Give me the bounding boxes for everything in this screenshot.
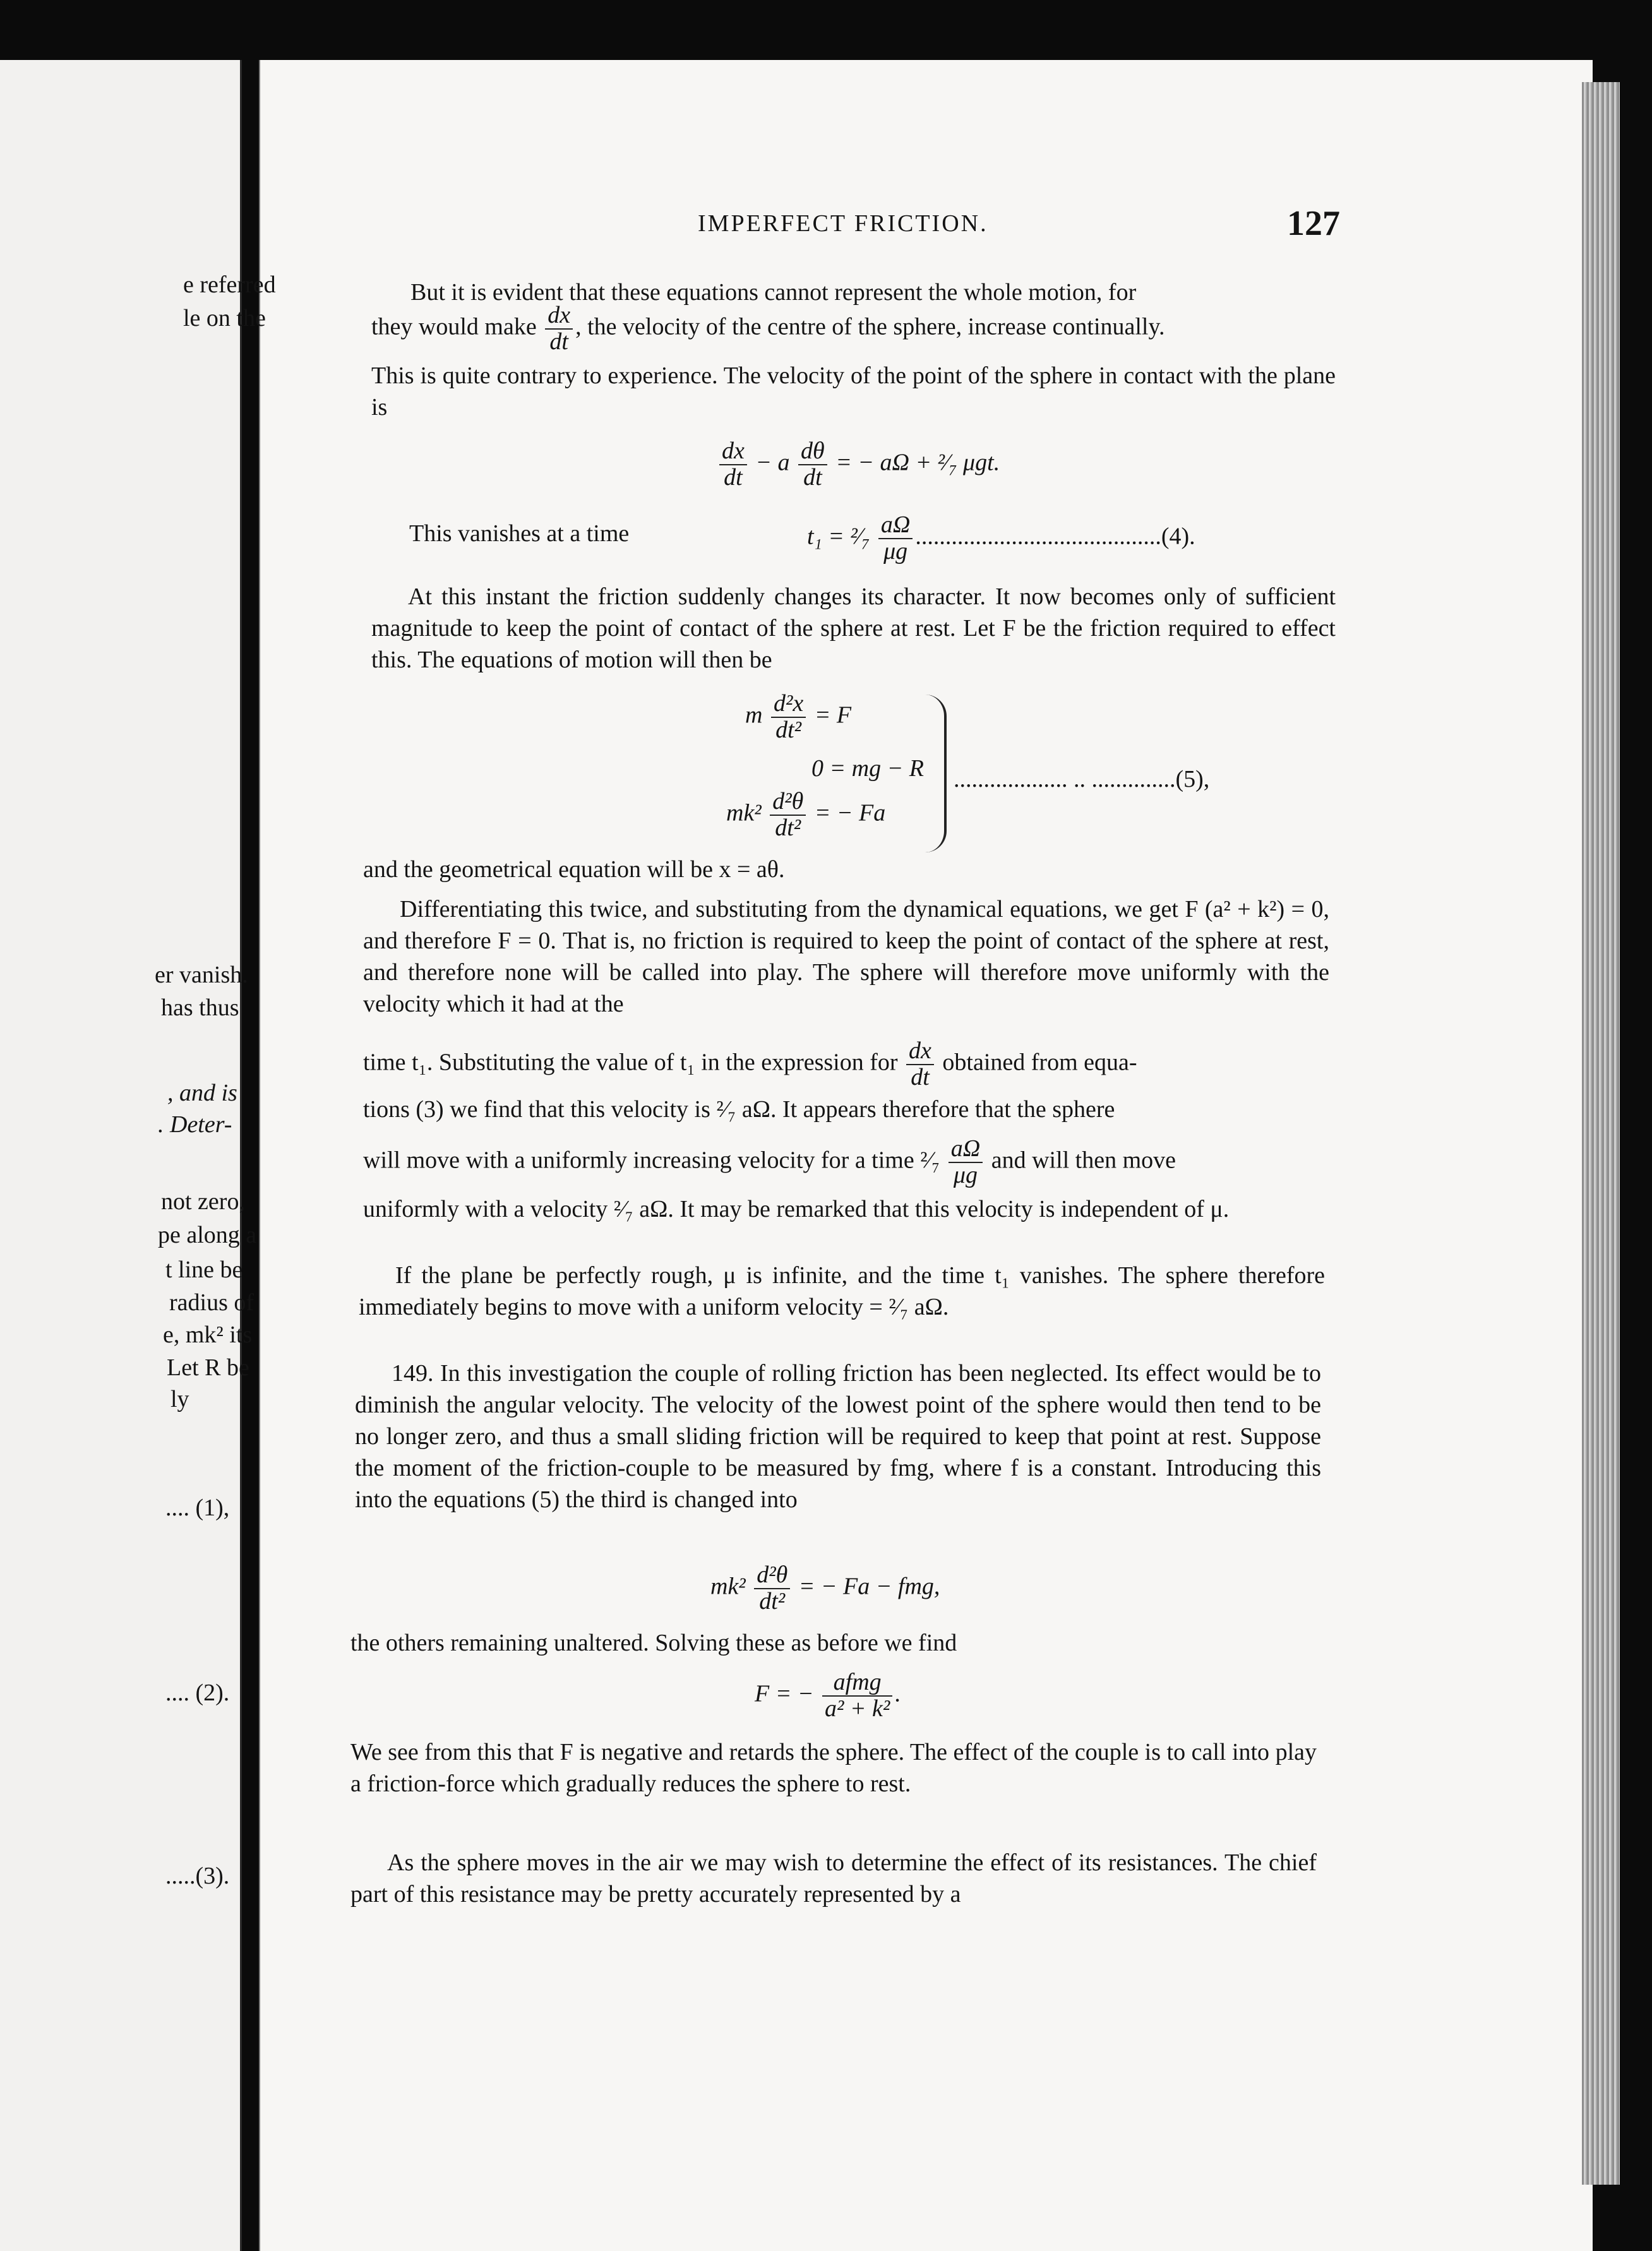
equation-5b: 0 = mg − R: [811, 755, 924, 782]
equation-4: [807, 513, 1195, 564]
denominator: dt: [803, 463, 822, 491]
denominator: dt: [911, 1063, 930, 1090]
paragraph: We see from this that F is negative and retards the sphere. The effect of the couple is to call into play a friction-force which gradually reduces the sphere to rest.: [350, 1739, 1317, 1797]
left-fragment: has thus: [161, 994, 239, 1021]
paragraph: 149. In this investigation the couple of rolling friction has been neglected. Its effect would be to diminish the angular velocity. The velocity of the lowest point of the sphere would then tend to be no longer zero, and thus a small sliding friction will be required to keep that point at rest. Suppose the moment of the friction-couple to be measured by fmg, where f is a constant. Introducing this into the equations (5) the third is changed into: [355, 1360, 1321, 1513]
denominator: μg: [883, 537, 908, 564]
text-run: mk²: [726, 799, 762, 827]
fraction: [771, 691, 806, 743]
numerator: dθ: [798, 439, 827, 465]
page-number: 127: [1287, 204, 1340, 243]
left-fragment: Let R be: [167, 1354, 249, 1381]
equation-7: [755, 1670, 901, 1722]
fraction: [878, 513, 913, 564]
denominator: dt: [549, 328, 568, 355]
text-run: m: [745, 702, 763, 729]
text-run: F = −: [755, 1680, 814, 1707]
paragraph-line: [363, 1137, 1176, 1188]
text-run: , the velocity of the centre of the sphere, increase continually.: [575, 313, 1165, 340]
denominator: μg: [953, 1161, 978, 1188]
left-fragment: t line be: [165, 1257, 243, 1283]
fraction: [545, 303, 573, 355]
page-edges: [1582, 82, 1620, 2185]
paragraph-line: But it is evident that these equations cannot represent the whole motion, for: [410, 279, 1137, 306]
left-fragment: ly: [171, 1386, 189, 1412]
dot-leader: ................... .. ..............: [954, 766, 1176, 792]
paragraph-line: the others remaining unaltered. Solving these as before we find: [350, 1630, 957, 1656]
paragraph-line: tions (3) we find that this velocity is ²⁄₇ aΩ. It appears therefore that the sphere: [363, 1096, 1115, 1123]
numerator: dx: [719, 439, 747, 465]
denominator: a² + k²: [825, 1695, 890, 1722]
text-run: mk²: [710, 1573, 746, 1600]
paragraph: Differentiating this twice, and substituting from the dynamical equations, we get F (a² + k²) = 0, and therefore F = 0. That is, no friction is required to keep the point of contact of the sphere at rest, and therefore none will be called into play. The sphere will therefore move uniformly with the velocity which it had at the: [363, 896, 1329, 1017]
text-run: = − Fa − fmg,: [798, 1573, 940, 1600]
fraction: [822, 1670, 892, 1722]
numerator: aΩ: [949, 1137, 983, 1163]
left-fragment: , and is: [167, 1080, 237, 1106]
text-run: and will then move: [991, 1147, 1176, 1174]
fraction: [906, 1039, 934, 1090]
text-run: time t₁. Substituting the value of t₁ in the expression for: [363, 1049, 898, 1076]
fraction: [754, 1563, 790, 1615]
numerator: dx: [906, 1039, 934, 1065]
text-run: .: [895, 1680, 901, 1707]
numerator: afmg: [822, 1670, 892, 1697]
text-run: t₁ = ²⁄₇: [807, 523, 870, 550]
denominator: dt²: [775, 814, 801, 841]
numerator: dx: [545, 303, 573, 330]
equation-5a: [745, 691, 851, 743]
geometric-equation-line: and the geometrical equation will be x = aθ.: [363, 856, 785, 883]
left-fragment: not zero,: [161, 1188, 245, 1215]
denominator: dt: [724, 463, 743, 491]
denominator: dt²: [759, 1587, 786, 1615]
dot-leader: .........................................: [915, 523, 1161, 550]
fraction: [770, 789, 806, 841]
left-fragment: radius of: [169, 1289, 254, 1316]
paragraph: At this instant the friction suddenly changes its character. It now becomes only of sufficient magnitude to keep the point of contact of the sphere at rest. Let F be the friction required to effect this. The equations of motion will then be: [371, 583, 1336, 673]
left-fragment: . Deter-: [158, 1111, 232, 1138]
right-brace: [925, 695, 947, 852]
equation-label: (4).: [1161, 523, 1195, 550]
numerator: d²θ: [770, 789, 806, 816]
text-run: − a: [755, 449, 790, 476]
text-run: = − aΩ + ²⁄₇ μgt.: [835, 449, 1000, 476]
equation-5c: [726, 789, 885, 841]
paragraph: uniformly with a velocity ²⁄₇ aΩ. It may be remarked that this velocity is independent of μ.: [363, 1196, 1230, 1222]
left-fragment: pe along a: [158, 1222, 257, 1248]
fraction: [798, 439, 827, 491]
left-page: [0, 60, 242, 2251]
running-header: IMPERFECT FRICTION.: [698, 210, 988, 237]
equation-5-label: [954, 765, 1209, 793]
numerator: aΩ: [878, 513, 913, 539]
fraction: [949, 1137, 983, 1188]
numerator: d²θ: [754, 1563, 790, 1589]
paragraph-line: [363, 1039, 1137, 1090]
text-run: = F: [814, 702, 852, 729]
text-run: will move with a uniformly increasing velocity for a time ²⁄₇: [363, 1147, 940, 1174]
left-fragment: .... (2).: [165, 1680, 230, 1706]
paragraph-line: [371, 303, 1165, 355]
left-fragment: e referred: [183, 272, 276, 298]
numerator: d²x: [771, 691, 806, 718]
paragraph: If the plane be perfectly rough, μ is infinite, and the time t₁ vanishes. The sphere therefore immediately begins to move with a uniform velocity = ²⁄₇ aΩ.: [359, 1262, 1325, 1320]
equation-6: [710, 1563, 940, 1615]
paragraph: This is quite contrary to experience. The velocity of the point of the sphere in contact with the plane is: [371, 362, 1336, 421]
left-fragment: le on the: [183, 305, 266, 331]
text-run: they would make: [371, 313, 537, 340]
text-run: obtained from equa-: [942, 1049, 1137, 1076]
fraction: [719, 439, 747, 491]
left-fragment: .... (1),: [165, 1495, 230, 1521]
text-run: = − Fa: [814, 799, 886, 827]
equation: [717, 439, 1000, 491]
denominator: dt²: [775, 716, 802, 743]
left-fragment: .....(3).: [165, 1863, 230, 1889]
left-fragment: er vanish.: [155, 962, 248, 988]
equation-label: (5),: [1175, 766, 1210, 792]
paragraph: As the sphere moves in the air we may wish to determine the effect of its resistances. The chief part of this resistance may be pretty accurately represented by a: [350, 1849, 1317, 1908]
left-fragment: e, mk² its: [163, 1322, 253, 1348]
vanish-text: This vanishes at a time: [409, 520, 630, 547]
